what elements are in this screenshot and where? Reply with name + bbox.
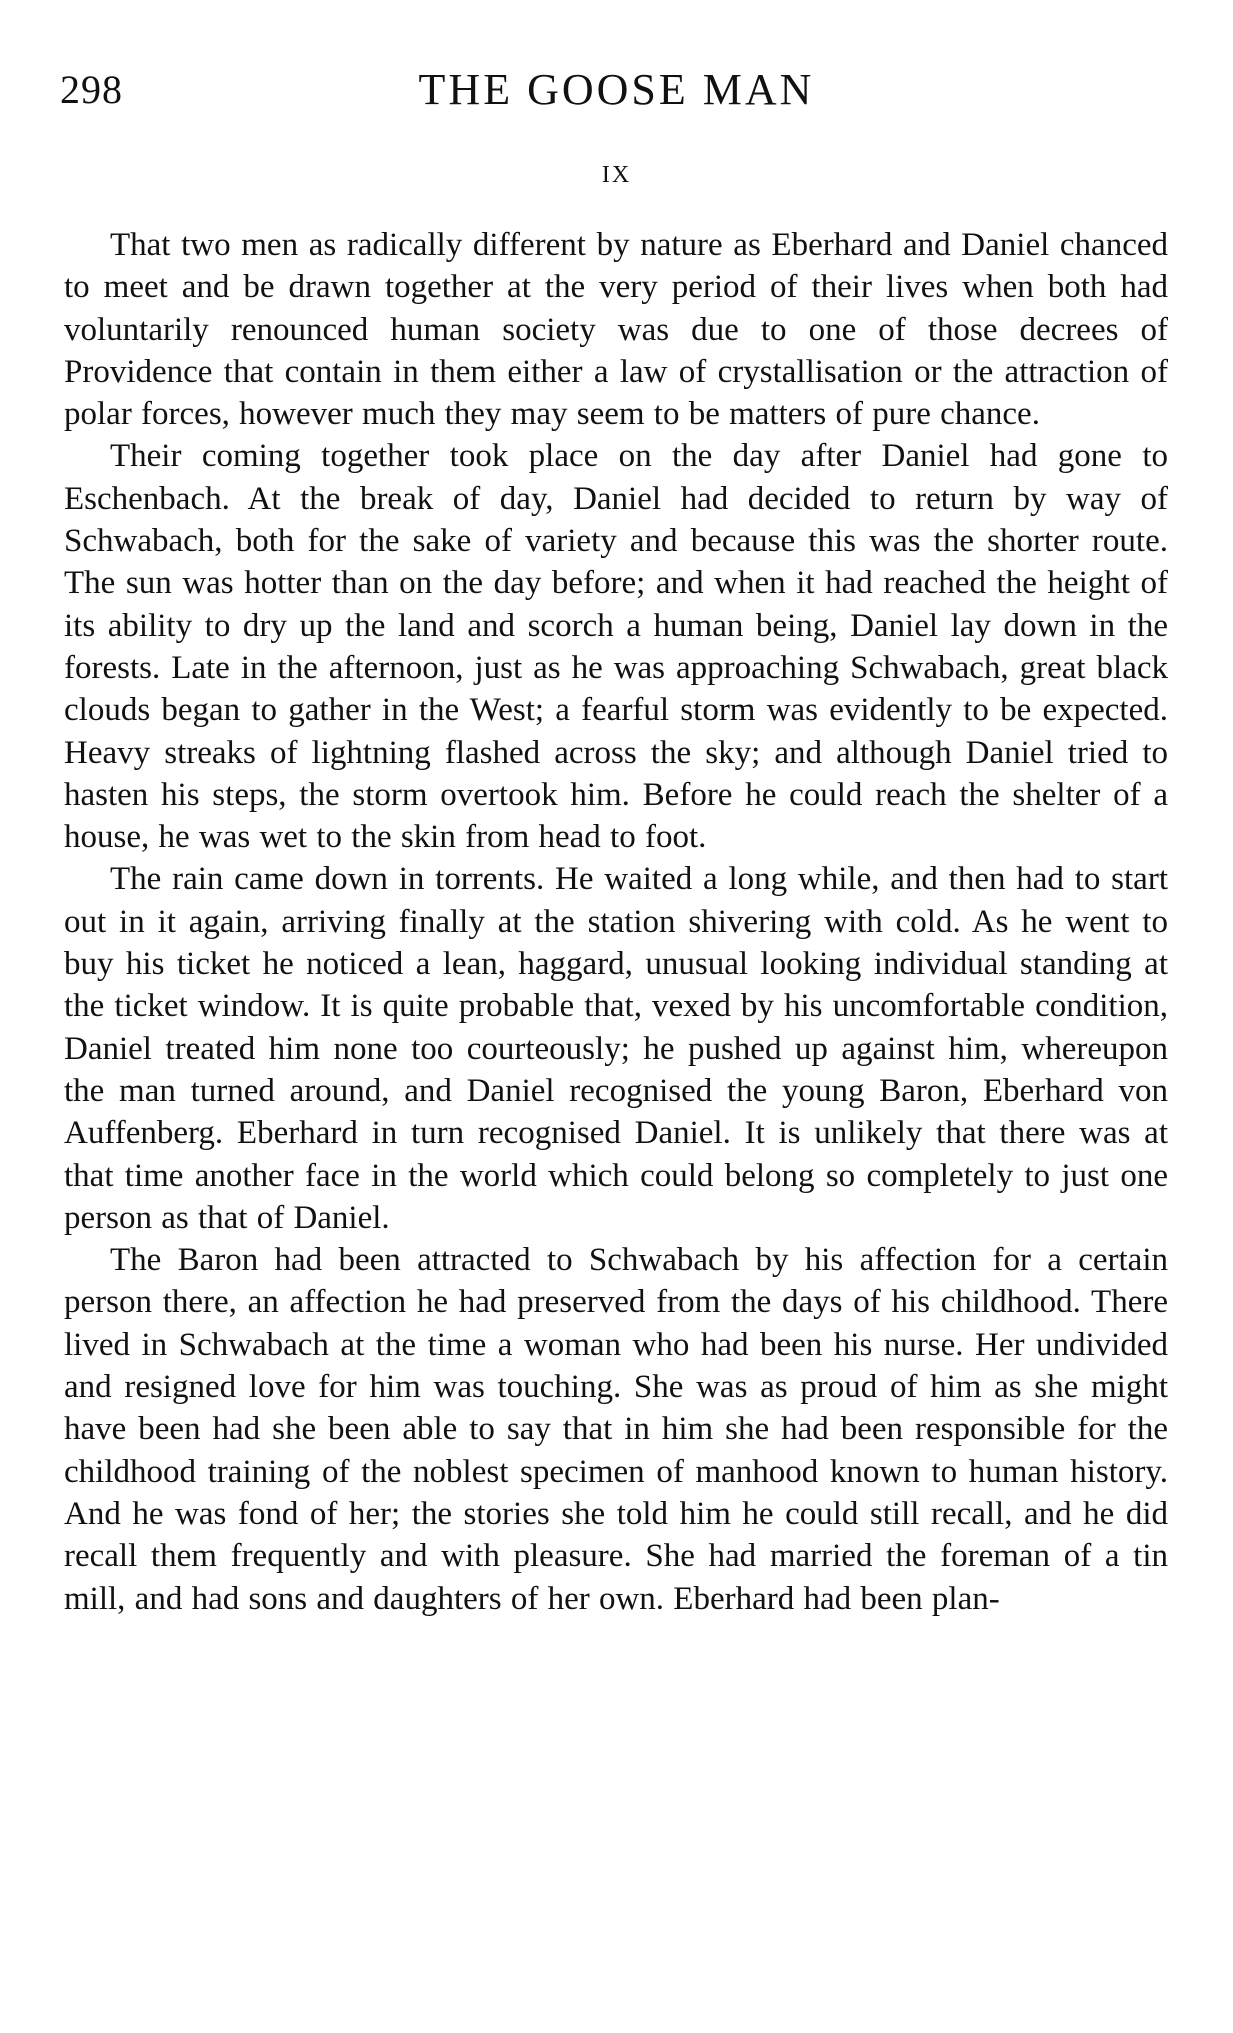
paragraph: The Baron had been attracted to Schwabach by his affection for a certain person there, an affection he had preserved from the days of his childhood. There lived in Schwabach at the time a woman who had been his nurse. Her undivided and resigned love for him was touching. She was as proud of him as she might have been had she been able to say that in him she had been responsible for the childhood training of the noblest specimen of manhood known to human history. And he was fond of her; the stories she told him he could still recall, and he did recall them frequently and with pleasure. She had married the foreman of a tin mill, and had sons and daughters of her own. Eberhard had been plan-	[64, 1242, 1168, 1617]
body-text	[64, 224, 1168, 1620]
paragraph: Their coming together took place on the day after Daniel had gone to Eschenbach. At the break of day, Daniel had decided to return by way of Schwabach, both for the sake of variety and because this was the shorter route. The sun was hotter than on the day before; and when it had reached the height of its ability to dry up the land and scorch a human being, Daniel lay down in the forests. Late in the afternoon, just as he was approaching Schwabach, great black clouds began to gather in the West; a fearful storm was evidently to be expected. Heavy streaks of lightning flashed across the sky; and although Daniel tried to hasten his steps, the storm overtook him. Before he could reach the shelter of a house, he was wet to the skin from head to foot.	[64, 438, 1168, 856]
running-head: THE GOOSE MAN	[418, 65, 815, 114]
section-number: IX	[601, 162, 632, 188]
page-number: 298	[60, 67, 123, 112]
paragraph: That two men as radically different by nature as Eberhard and Daniel chanced to meet and be drawn together at the very period of their lives when both had voluntarily renounced human society was due to one of those decrees of Providence that contain in them either a law of crystallisation or the attraction of polar forces, however much they may seem to be matters of pure chance.	[64, 227, 1168, 433]
paragraph: The rain came down in torrents. He waited a long while, and then had to start out in it again, arriving finally at the station shivering with cold. As he went to buy his ticket he noticed a lean, haggard, unusual looking individual standing at the ticket window. It is quite probable that, vexed by his uncomfortable condition, Daniel treated him none too courteously; he pushed up against him, whereupon the man turned around, and Daniel recognised the young Baron, Eberhard von Auffenberg. Eberhard in turn recognised Daniel. It is unlikely that there was at that time another face in the world which could belong so completely to just one person as that of Daniel.	[64, 861, 1168, 1236]
